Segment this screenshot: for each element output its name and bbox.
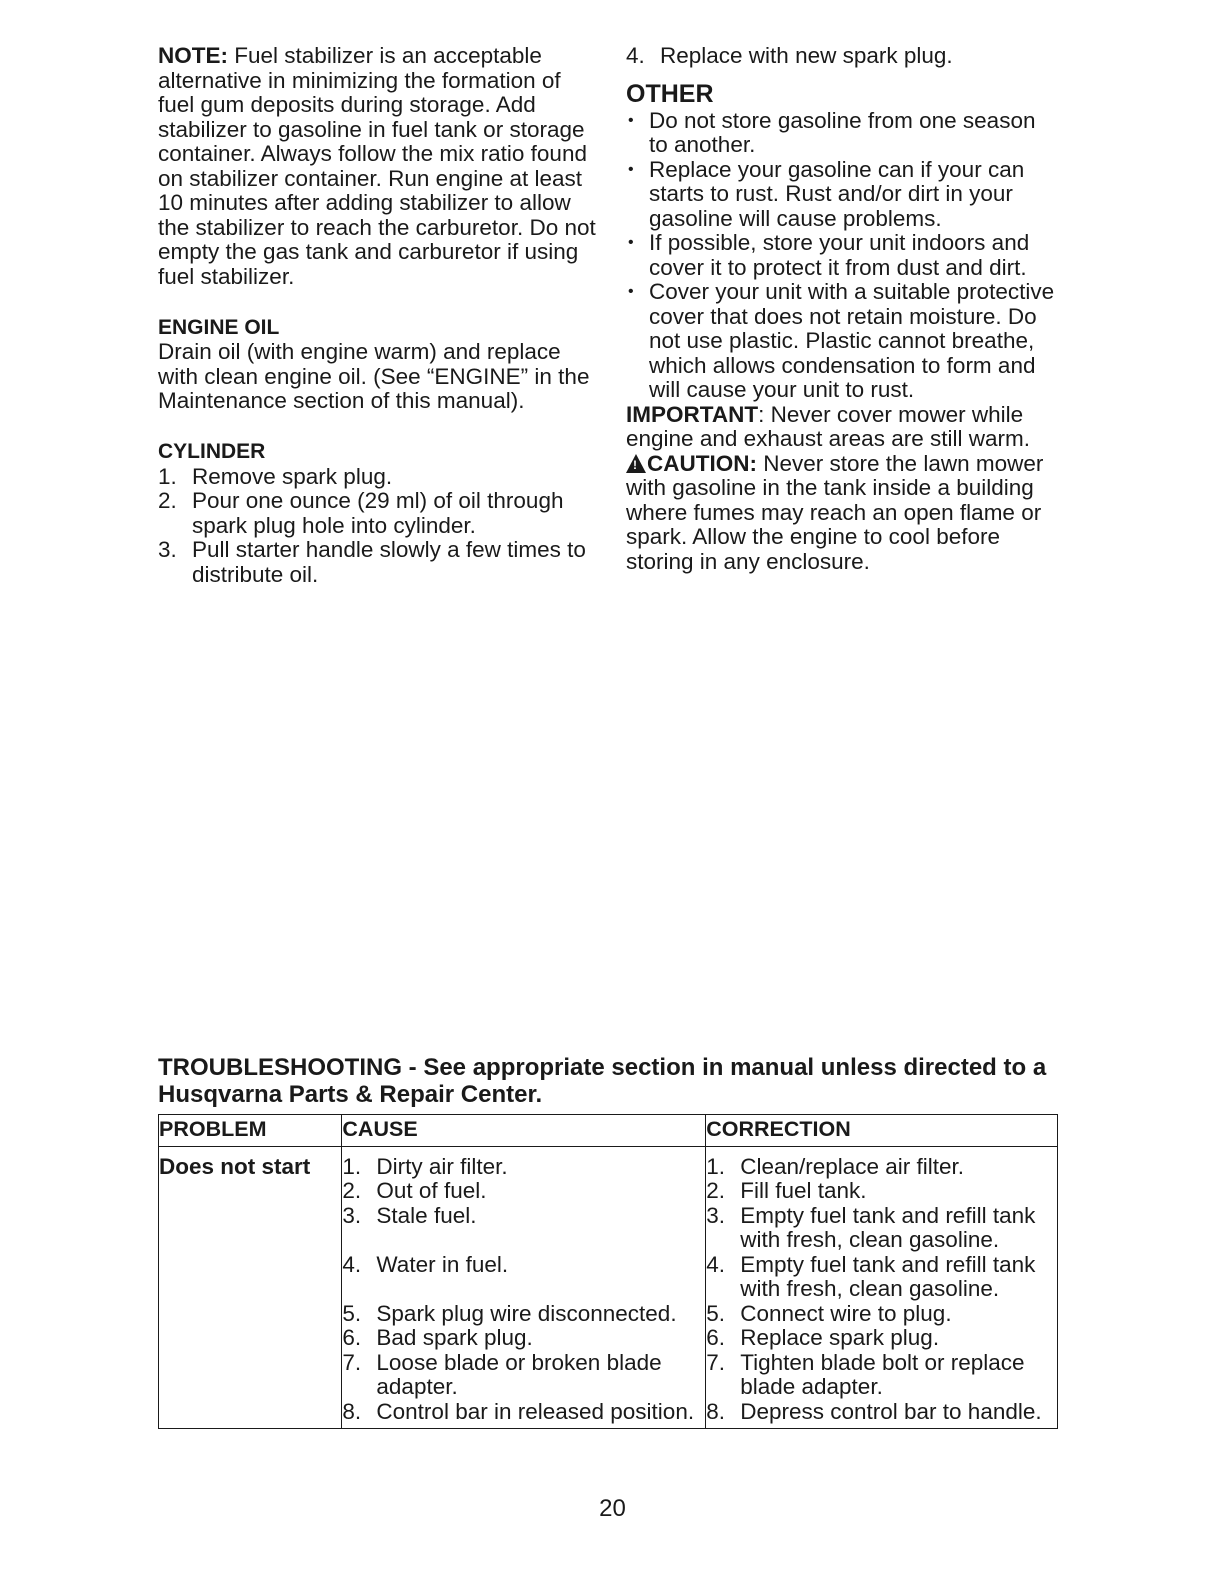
step-text: Replace with new spark plug. (660, 43, 953, 68)
list-item (342, 1204, 705, 1229)
list-item (342, 1179, 705, 1204)
item-text: Dirty air filter. (376, 1153, 508, 1179)
note-text: Fuel stabilizer is an acceptable alternative in minimizing the formation of fuel gum deposits during storage. Add stabilizer to gasoline in fuel tank or storage container. Always follow the mix ratio found on stabilizer container. Run engine at least 10 minutes after adding stabilizer to allow the stabilizer to reach the carburetor. Do not empty the gas tank and carburetor if using fuel stabilizer. (158, 43, 596, 289)
item-text: Fill fuel tank. (740, 1178, 867, 1203)
engine-oil-heading: ENGINE OIL (158, 315, 280, 339)
correction-cell (706, 1146, 1058, 1429)
cause-header: CAUSE (342, 1115, 706, 1147)
engine-oil-text: Drain oil (with engine warm) and replace with clean engine oil. (See “ENGINE” in the Maintenance section of this manual). (158, 339, 590, 413)
list-item: • Replace your gasoline can if your can starts to rust. Rust and/or dirt in your gasoline will cause problems. (626, 158, 1056, 232)
item-text: Clean/replace air filter. (740, 1153, 965, 1179)
item-number: 5. (342, 1300, 362, 1326)
list-item (342, 1326, 705, 1351)
important-label: IMPORTANT (626, 401, 759, 427)
warning-triangle-icon (626, 454, 646, 473)
list-item (158, 465, 598, 490)
item-text: Stale fuel. (376, 1202, 477, 1228)
list-item (626, 44, 1056, 69)
right-column (626, 44, 1056, 574)
item-text: Replace spark plug. (740, 1325, 940, 1350)
cylinder-steps-continued (626, 44, 1056, 69)
note-label: NOTE: (158, 43, 228, 68)
list-item (342, 1253, 705, 1278)
item-text: Empty fuel tank and refill tank with fresh, clean gasoline. (740, 1251, 1036, 1301)
page-number: 20 (599, 1495, 626, 1522)
item-text: Control bar in released position. (376, 1398, 695, 1424)
list-item (706, 1253, 1057, 1302)
caution-label: CAUTION: (647, 450, 757, 476)
item-text: Connect wire to plug. (740, 1300, 952, 1326)
correction-header: CORRECTION (706, 1115, 1058, 1147)
table-row (159, 1146, 1058, 1429)
important-text: : Never cover mower while engine and exhaust areas are still warm. (626, 401, 1030, 451)
step-text: Pour one ounce (29 ml) of oil through spark plug hole into cylinder. (192, 488, 564, 538)
cause-list (342, 1155, 705, 1425)
item-number: 6. (342, 1325, 362, 1350)
list-item (706, 1351, 1057, 1400)
item-text: Bad spark plug. (376, 1325, 533, 1350)
item-text: Out of fuel. (376, 1178, 487, 1203)
list-item (158, 489, 598, 538)
step-text: Remove spark plug. (192, 463, 393, 489)
item-number: 3. (706, 1202, 725, 1228)
fuel-stabilizer-note (158, 44, 598, 289)
step-number: 3. (158, 537, 177, 562)
list-item (706, 1326, 1057, 1351)
item-number: 1. (342, 1153, 362, 1179)
list-item (158, 538, 598, 587)
step-number: 2. (158, 488, 177, 513)
item-number: 2. (342, 1178, 362, 1203)
item-number: 6. (706, 1325, 725, 1350)
item-text: Water in fuel. (376, 1251, 509, 1277)
step-text: Pull starter handle slowly a few times to distribute oil. (192, 537, 586, 587)
list-item: • Cover your unit with a suitable protective cover that does not retain moisture. Do not use plastic. Plastic cannot breathe, which allows condensation to form and will cause your unit to rust. (626, 280, 1056, 403)
list-item (706, 1155, 1057, 1180)
list-item (342, 1351, 705, 1400)
list-item (706, 1204, 1057, 1253)
cause-cell (342, 1146, 706, 1429)
cylinder-heading: CYLINDER (158, 440, 266, 463)
item-number: 5. (706, 1300, 725, 1326)
storage-bullets (626, 109, 1056, 403)
left-column (158, 44, 598, 587)
list-item (706, 1400, 1057, 1425)
list-item: • Do not store gasoline from one season to another. (626, 109, 1056, 158)
other-heading: OTHER (626, 79, 714, 108)
item-number: 3. (342, 1202, 362, 1228)
correction-list (706, 1155, 1057, 1425)
troubleshooting-title: TROUBLESHOOTING - See appropriate section in manual unless directed to a Husqvarna Parts & Repair Center. (158, 1054, 1047, 1108)
list-item (706, 1179, 1057, 1204)
step-number: 4. (626, 43, 645, 68)
step-number: 1. (158, 463, 177, 489)
item-number: 2. (706, 1178, 725, 1203)
caution-note (626, 452, 1056, 575)
troubleshooting-table (158, 1114, 1058, 1429)
item-number: 7. (706, 1349, 725, 1375)
item-text: Tighten blade bolt or replace blade adapter. (740, 1349, 1025, 1399)
problem-header: PROBLEM (159, 1115, 342, 1147)
list-item (342, 1155, 705, 1180)
cylinder-steps (158, 465, 598, 588)
important-note (626, 403, 1056, 452)
item-number: 8. (706, 1398, 725, 1424)
caution-text: Never store the lawn mower with gasoline in the tank inside a building where fumes may reach an open flame or spark. Allow the engine to cool before storing in any enclosure. (626, 450, 1044, 574)
item-text: Empty fuel tank and refill tank with fresh, clean gasoline. (740, 1202, 1036, 1252)
list-item (706, 1302, 1057, 1327)
list-item (342, 1302, 705, 1327)
item-number: 7. (342, 1349, 362, 1375)
item-text: Loose blade or broken blade adapter. (376, 1349, 662, 1399)
list-item (342, 1400, 705, 1425)
item-number: 4. (706, 1251, 725, 1277)
item-number: 8. (342, 1398, 362, 1424)
item-text: Depress control bar to handle. (740, 1398, 1042, 1424)
table-header-row (159, 1115, 1058, 1147)
list-item: • If possible, store your unit indoors and cover it to protect it from dust and dirt. (626, 231, 1056, 280)
item-number: 4. (342, 1251, 362, 1277)
problem-cell: Does not start (159, 1146, 342, 1429)
item-text: Spark plug wire disconnected. (376, 1300, 677, 1326)
item-number: 1. (706, 1153, 725, 1179)
